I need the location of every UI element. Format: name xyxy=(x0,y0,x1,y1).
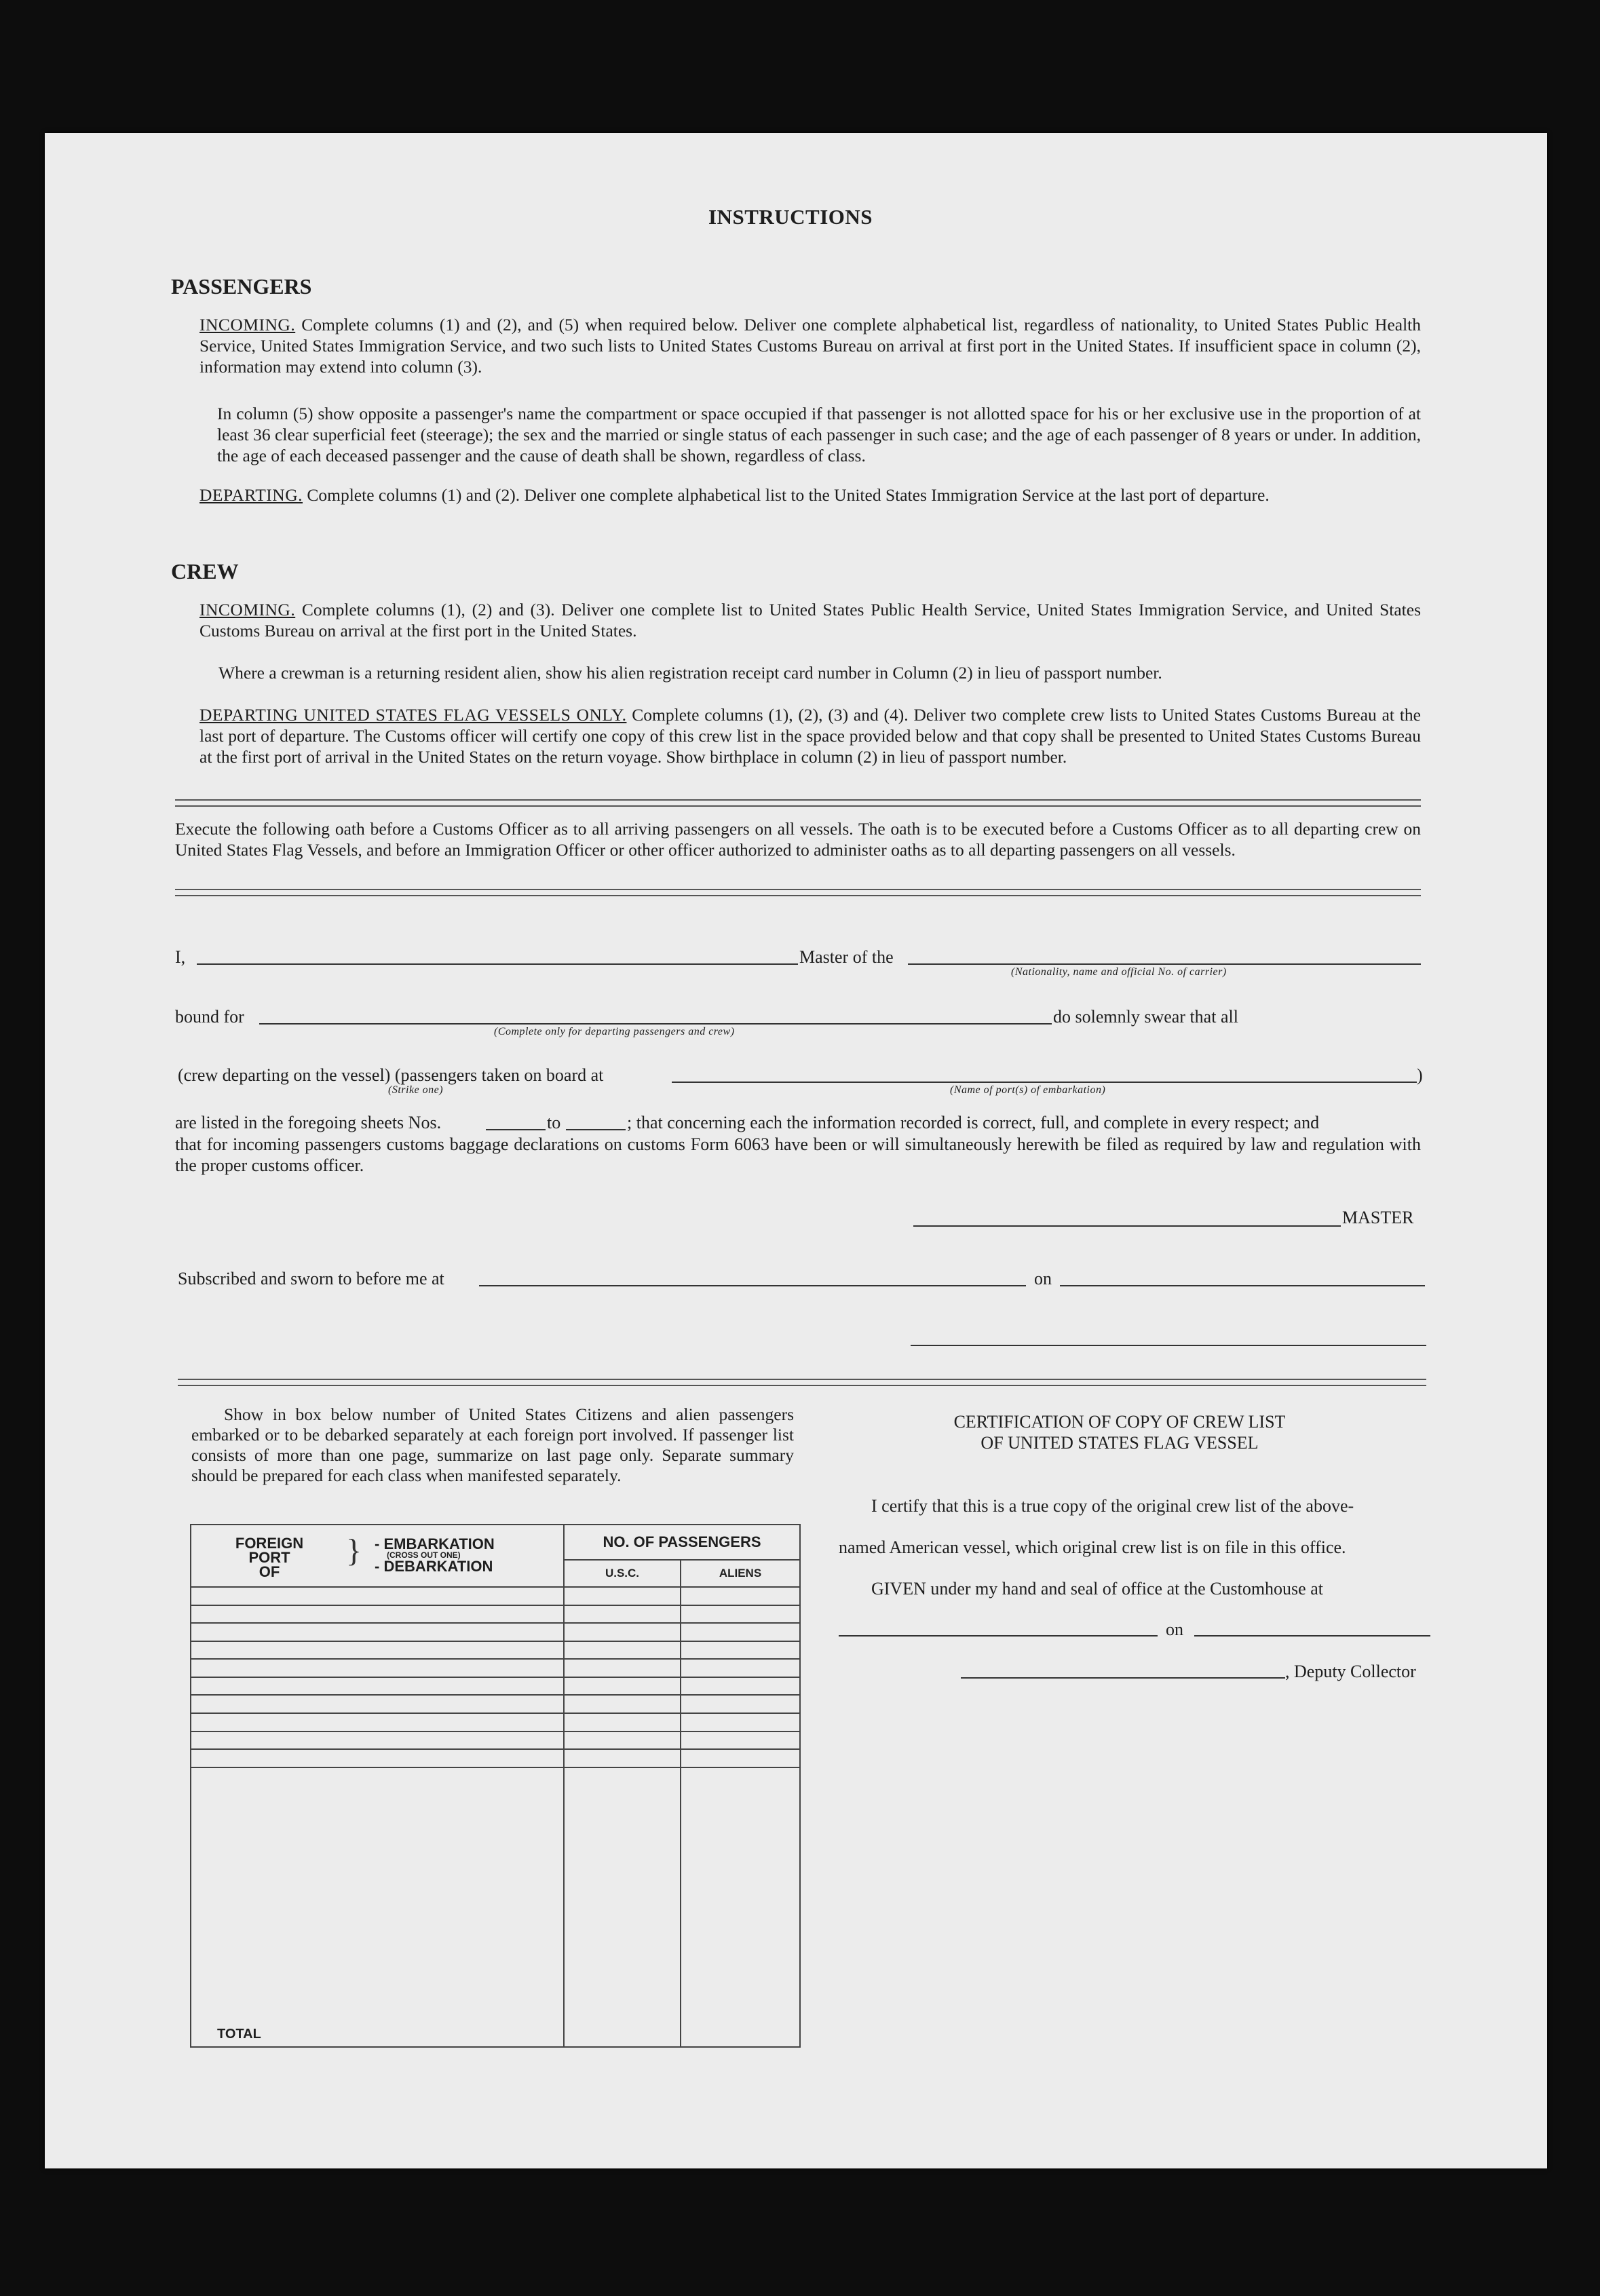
table-row xyxy=(191,1605,800,1624)
passengers-departing-lead: DEPARTING. xyxy=(199,485,303,505)
ports-note: (Name of port(s) of embarkation) xyxy=(950,1084,1106,1096)
sworn-date-field[interactable] xyxy=(1060,1285,1425,1286)
usc-cell[interactable] xyxy=(564,1677,681,1696)
passenger-summary-table xyxy=(190,1524,801,2048)
page-title: INSTRUCTIONS xyxy=(708,205,873,229)
passengers-incoming-text: Complete columns (1) and (2), and (5) when required below. Deliver one complete alphabetical list, regardless of nationality, to United States Public Health Service, United States Immigration Service, and two such lists to United States Customs Bureau on arrival at first port in the United States. If insufficient space in column (2), information may extend into column (3). xyxy=(199,315,1421,377)
usc-cell[interactable] xyxy=(564,1713,681,1731)
crew-flag-lead: DEPARTING UNITED STATES FLAG VESSELS ONLY. xyxy=(199,705,627,725)
table-row xyxy=(191,1623,800,1641)
usc-cell[interactable] xyxy=(564,1659,681,1677)
port-cell[interactable] xyxy=(191,1713,564,1731)
crew-departing-label: (crew departing on the vessel) (passengers taken on board at xyxy=(178,1065,604,1085)
usc-header: U.S.C. xyxy=(564,1560,681,1587)
crew-incoming-text: Complete columns (1), (2) and (3). Deliver one complete list to United States Public Health Service, United States Immigration Service, and United States Customs Bureau on arrival at the first port in the United States. xyxy=(199,600,1421,640)
aliens-cell[interactable] xyxy=(681,1731,800,1750)
crew-incoming-paragraph xyxy=(199,599,1421,641)
certify-line-2: named American vessel, which original crew list is on file in this office. xyxy=(839,1537,1346,1557)
sworn-place-field[interactable] xyxy=(479,1285,1026,1286)
brace-icon: } xyxy=(346,1533,362,1569)
aliens-total-cell[interactable] xyxy=(681,1767,800,2047)
listed-text: ; that concerning each the information recorded is correct, full, and complete in every respect; and xyxy=(627,1113,1320,1132)
listed-label: are listed in the foregoing sheets Nos. xyxy=(175,1113,442,1132)
port-header-cell xyxy=(191,1525,564,1587)
certification-heading-line1: CERTIFICATION OF COPY OF CREW LIST xyxy=(953,1412,1286,1432)
port-cell[interactable] xyxy=(191,1731,564,1750)
certification-heading-line2: OF UNITED STATES FLAG VESSEL xyxy=(980,1433,1259,1453)
certification-heading xyxy=(814,1411,1425,1453)
oath-i-label: I, xyxy=(175,947,186,967)
embarkation-label: - EMBARKATION xyxy=(375,1535,495,1552)
usc-cell[interactable] xyxy=(564,1641,681,1660)
embarkation-port-field[interactable] xyxy=(672,1082,1417,1083)
aliens-cell[interactable] xyxy=(681,1605,800,1624)
table-row xyxy=(191,1749,800,1767)
cert-date-field[interactable] xyxy=(1194,1635,1430,1637)
crew-incoming-lead: INCOMING. xyxy=(199,600,296,619)
aliens-cell[interactable] xyxy=(681,1659,800,1677)
passengers-heading: PASSENGERS xyxy=(171,274,312,299)
listed-continuation: that for incoming passengers customs baggage declarations on customs Form 6063 have been or will simultaneously herewith be filed as required by law and regulation with the proper customs officer. xyxy=(175,1134,1421,1175)
usc-cell[interactable] xyxy=(564,1605,681,1624)
master-of-the-label: Master of the xyxy=(799,947,894,967)
foreign-label: FOREIGN xyxy=(235,1535,304,1552)
carrier-field[interactable] xyxy=(908,963,1421,965)
no-of-passengers-header: NO. OF PASSENGERS xyxy=(564,1525,800,1560)
crew-flag-text: Complete columns (1), (2), (3) and (4). Deliver two complete crew lists to United States Customs Bureau at the last port of departure. The Customs officer will certify one copy of this crew list in the space provided below and that copy shall be presented to United States Customs Bureau at the first port of arrival in the United States on the return voyage. Show birthplace in column (2) in lieu of passport number. xyxy=(199,705,1421,767)
port-cell[interactable] xyxy=(191,1659,564,1677)
passengers-departing-paragraph xyxy=(199,484,1421,505)
nationality-note: (Nationality, name and official No. of carrier) xyxy=(1011,966,1227,978)
table-row xyxy=(191,1659,800,1677)
aliens-cell[interactable] xyxy=(681,1623,800,1641)
table-row xyxy=(191,1731,800,1750)
usc-total-cell[interactable] xyxy=(564,1767,681,2047)
swear-label: do solemnly swear that all xyxy=(1053,1007,1238,1027)
aliens-cell[interactable] xyxy=(681,1677,800,1696)
aliens-cell[interactable] xyxy=(681,1749,800,1767)
table-row xyxy=(191,1677,800,1696)
bound-for-field[interactable] xyxy=(259,1023,1052,1025)
port-label: PORT xyxy=(248,1549,290,1566)
table-row xyxy=(191,1713,800,1731)
crew-flag-paragraph xyxy=(199,704,1421,767)
port-cell[interactable] xyxy=(191,1677,564,1696)
bound-for-label: bound for xyxy=(175,1007,244,1027)
sheet-to-field[interactable] xyxy=(566,1129,626,1130)
table-row xyxy=(191,1695,800,1713)
passengers-incoming-lead: INCOMING. xyxy=(199,315,296,334)
aliens-cell[interactable] xyxy=(681,1713,800,1731)
passengers-column5-paragraph: In column (5) show opposite a passenger's name the compartment or space occupied if that passenger is not allotted space for his or her exclusive use in the proportion of at least 36 clear superficial feet (steerage); the sex and the married or single status of each passenger in such case; and the age of each passenger of 8 years or under. In addition, the age of each deceased passenger and the cause of death shall be shown, regardless of class. xyxy=(217,404,1421,465)
total-row xyxy=(191,1767,800,2047)
usc-cell[interactable] xyxy=(564,1695,681,1713)
complete-only-note: (Complete only for departing passengers and crew) xyxy=(494,1026,735,1037)
master-signature-field[interactable] xyxy=(913,1225,1341,1227)
master-label: MASTER xyxy=(1342,1208,1414,1227)
port-cell[interactable] xyxy=(191,1605,564,1624)
strike-one-note: (Strike one) xyxy=(388,1084,444,1096)
certify-line-1: I certify that this is a true copy of the original crew list of the above- xyxy=(871,1496,1354,1516)
table-row xyxy=(191,1587,800,1605)
summary-instruction: Show in box below number of United States Citizens and alien passengers embarked or to be debarked separately at each foreign port involved. If passenger list consists of more than one page, summarize on last page only. Separate summary should be prepared for each class when manifested separately. xyxy=(191,1404,794,1485)
listed-to-label: to xyxy=(547,1113,561,1132)
table-row xyxy=(191,1641,800,1660)
usc-cell[interactable] xyxy=(564,1731,681,1750)
aliens-cell[interactable] xyxy=(681,1695,800,1713)
passengers-incoming-paragraph xyxy=(199,314,1421,377)
port-cell[interactable] xyxy=(191,1749,564,1767)
aliens-cell[interactable] xyxy=(681,1587,800,1605)
master-name-field[interactable] xyxy=(197,963,798,965)
section-divider xyxy=(178,1379,1426,1386)
total-label: TOTAL xyxy=(191,1767,564,2047)
deputy-collector-label: , Deputy Collector xyxy=(1285,1662,1416,1681)
aliens-cell[interactable] xyxy=(681,1641,800,1660)
port-cell[interactable] xyxy=(191,1641,564,1660)
crew-heading: CREW xyxy=(171,559,239,583)
oath-instruction: Execute the following oath before a Customs Officer as to all arriving passengers on all vessels. The oath is to be executed before a Customs Officer as to all departing crew on United States Flag Vessels, and before an Immigration Officer or other officer authorized to administer oaths as to all departing passengers on all vessels. xyxy=(175,819,1421,860)
debarkation-label: - DEBARKATION xyxy=(375,1558,493,1575)
subscribed-label: Subscribed and sworn to before me at xyxy=(178,1269,444,1288)
port-cell[interactable] xyxy=(191,1695,564,1713)
of-label: OF xyxy=(259,1563,280,1580)
sworn-on-label: on xyxy=(1034,1269,1052,1288)
usc-cell[interactable] xyxy=(564,1587,681,1605)
officer-signature-field[interactable] xyxy=(911,1345,1426,1346)
port-cell[interactable] xyxy=(191,1587,564,1605)
sheet-from-field[interactable] xyxy=(486,1129,546,1130)
aliens-header: ALIENS xyxy=(681,1560,800,1587)
port-cell[interactable] xyxy=(191,1623,564,1641)
section-divider xyxy=(175,799,1421,807)
deputy-signature-field[interactable] xyxy=(961,1677,1285,1679)
cert-on-label: on xyxy=(1166,1620,1183,1639)
certify-line-3: GIVEN under my hand and seal of office at the Customhouse at xyxy=(871,1579,1323,1599)
usc-cell[interactable] xyxy=(564,1749,681,1767)
crew-resident-paragraph: Where a crewman is a returning resident alien, show his alien registration receipt card number in Column (2) in lieu of passport number. xyxy=(218,663,1162,683)
close-paren: ) xyxy=(1417,1065,1423,1085)
section-divider xyxy=(175,889,1421,896)
cross-out-note: (CROSS OUT ONE) xyxy=(387,1550,461,1560)
customhouse-field[interactable] xyxy=(839,1635,1158,1637)
passengers-departing-text: Complete columns (1) and (2). Deliver one complete alphabetical list to the United States Immigration Service at the last port of departure. xyxy=(307,485,1270,505)
usc-cell[interactable] xyxy=(564,1623,681,1641)
